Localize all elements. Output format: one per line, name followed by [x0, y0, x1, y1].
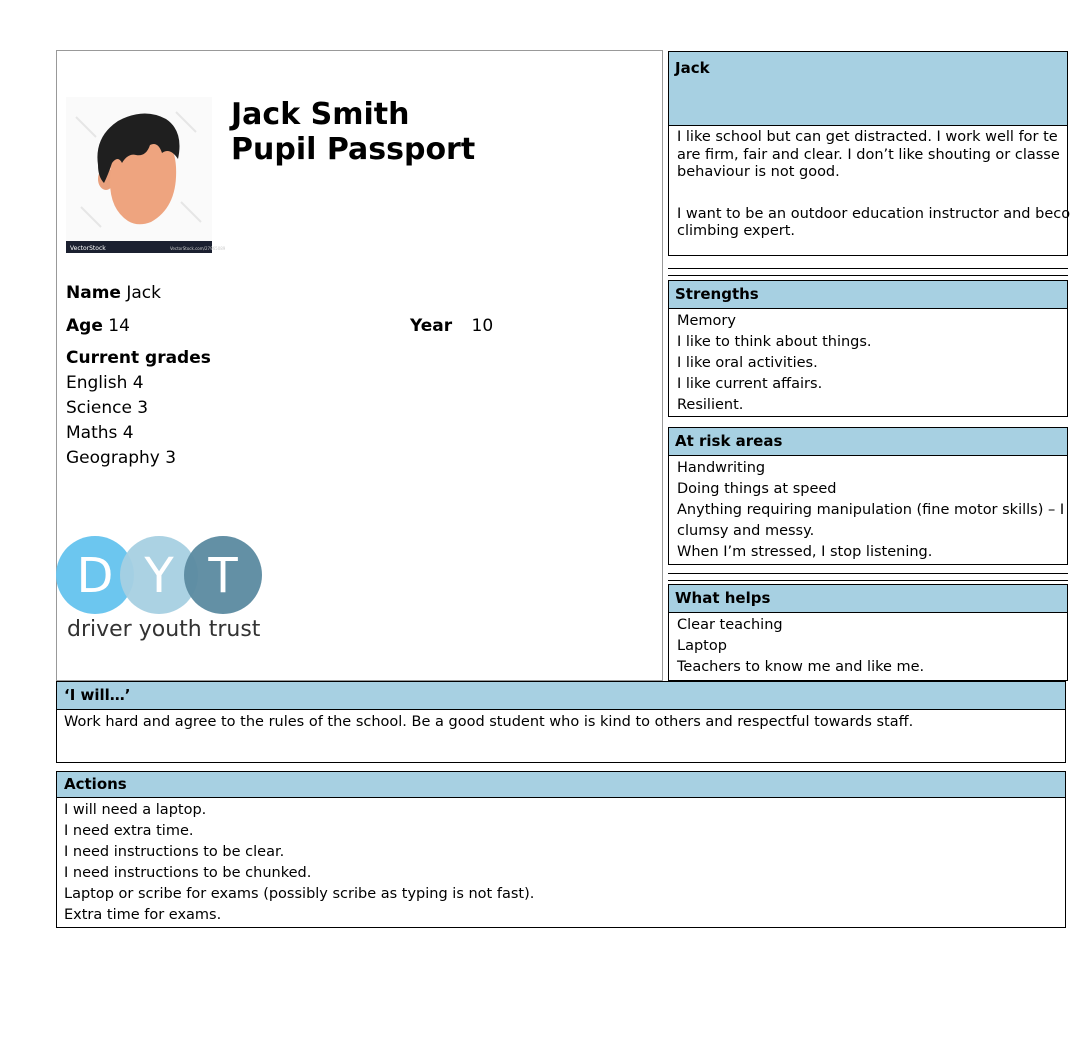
- page-title: [231, 97, 475, 167]
- about-line: are firm, fair and clear. I don’t like shouting or classe: [677, 146, 1060, 163]
- actions-heading: Actions: [57, 772, 1065, 798]
- list-item: I need instructions to be chunked.: [64, 865, 312, 881]
- year-value: 10: [471, 316, 494, 336]
- title-name: Jack Smith: [231, 97, 410, 132]
- grade-item: Science 3: [66, 398, 149, 418]
- list-item: Handwriting: [677, 460, 766, 476]
- list-item: When I’m stressed, I stop listening.: [677, 544, 933, 560]
- about-line: behaviour is not good.: [677, 164, 840, 180]
- i-will-heading: ‘I will…’: [57, 682, 1065, 710]
- what-helps-box: [668, 584, 1068, 681]
- logo-letter-d: D: [76, 548, 114, 604]
- grades-label: Current grades: [66, 348, 211, 368]
- at-risk-heading: At risk areas: [669, 428, 1067, 456]
- list-item: Extra time for exams.: [64, 907, 222, 923]
- dyt-logo: [56, 535, 266, 645]
- list-item: Teachers to know me and like me.: [677, 659, 925, 675]
- title-subtitle: Pupil Passport: [231, 132, 476, 167]
- list-item: Laptop: [677, 638, 727, 654]
- list-item: I need instructions to be clear.: [64, 844, 285, 860]
- list-item: I need extra time.: [64, 823, 194, 839]
- grade-item: Maths 4: [66, 423, 134, 443]
- divider: [668, 573, 1068, 581]
- about-line: I want to be an outdoor education instructor and beco: [677, 205, 1070, 222]
- age-row: [66, 314, 130, 339]
- age-label: Age: [66, 316, 103, 336]
- year-label: Year: [410, 316, 453, 336]
- list-item: Clear teaching: [677, 617, 783, 633]
- actions-list: [57, 798, 1065, 926]
- about-line: climbing expert.: [677, 223, 796, 239]
- at-risk-list: [669, 456, 1067, 563]
- name-label: Name: [66, 283, 121, 303]
- logo-text: driver youth trust: [67, 617, 261, 642]
- logo-letter-y: Y: [144, 548, 174, 604]
- list-item: Resilient.: [677, 397, 744, 413]
- avatar-illustration: [66, 97, 226, 253]
- year-row: [410, 314, 493, 339]
- list-item: Laptop or scribe for exams (possibly scribe as typing is not fast).: [64, 886, 535, 902]
- list-item: Doing things at speed: [677, 481, 837, 497]
- strengths-heading: Strengths: [669, 281, 1067, 309]
- strengths-box: [668, 280, 1068, 417]
- list-item: Memory: [677, 313, 736, 329]
- avatar: [66, 97, 226, 253]
- about-box: [668, 51, 1068, 256]
- what-helps-list: [669, 613, 1067, 678]
- avatar-credit-left: VectorStock: [70, 245, 106, 252]
- age-value: 14: [108, 316, 130, 336]
- divider: [668, 268, 1068, 276]
- name-value: Jack: [126, 283, 161, 303]
- about-heading: Jack: [669, 52, 1067, 126]
- at-risk-box: [668, 427, 1068, 565]
- actions-box: [56, 771, 1066, 928]
- grade-item: English 4: [66, 373, 144, 393]
- list-item: I like to think about things.: [677, 334, 872, 350]
- list-item: Anything requiring manipulation (fine motor skills) – I: [677, 502, 1065, 518]
- list-item: I will need a laptop.: [64, 802, 207, 818]
- list-item: I like oral activities.: [677, 355, 818, 371]
- grades-block: [66, 346, 211, 471]
- name-row: [66, 281, 161, 306]
- what-helps-heading: What helps: [669, 585, 1067, 613]
- about-line: I like school but can get distracted. I work well for te: [677, 129, 1058, 145]
- about-body: [669, 126, 1070, 241]
- avatar-credit-right: VectorStock.com/27965089: [170, 246, 226, 251]
- i-will-text: Work hard and agree to the rules of the school. Be a good student who is kind to others and respectful towards staff.: [64, 714, 914, 730]
- list-item: clumsy and messy.: [677, 523, 815, 539]
- list-item: I like current affairs.: [677, 376, 823, 392]
- logo-letter-t: T: [208, 548, 238, 604]
- i-will-box: [56, 681, 1066, 763]
- strengths-list: [669, 309, 1067, 416]
- grade-item: Geography 3: [66, 448, 177, 468]
- dyt-circles: [56, 535, 266, 615]
